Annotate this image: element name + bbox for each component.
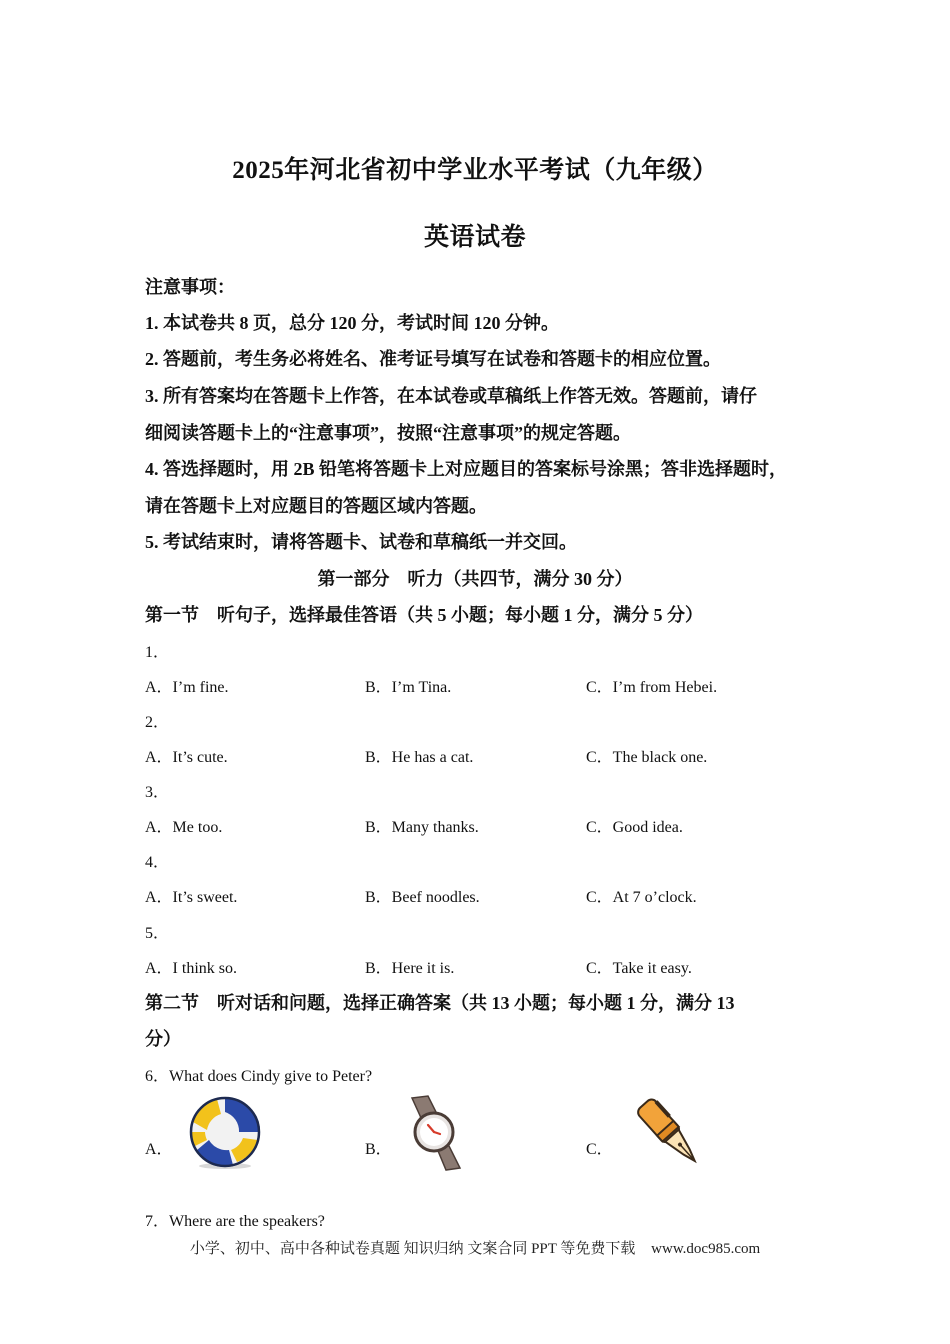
note-line-5: 4. 答选择题时，用 2B 铅笔将答题卡上对应题目的答案标号涂黑；答非选择题时， xyxy=(145,459,788,479)
option-a: A．It’s sweet. xyxy=(145,889,238,906)
question-number: 3． xyxy=(145,784,170,801)
option-b: B．Many thanks. xyxy=(365,819,479,836)
option-c: C．At 7 o’clock. xyxy=(586,889,697,906)
q6-option-b-label: B． xyxy=(365,1141,392,1158)
fountain-pen-icon xyxy=(628,1096,712,1168)
option-a: A．I’m fine. xyxy=(145,679,229,696)
question-6-text: 6．What does Cindy give to Peter? xyxy=(145,1068,373,1085)
watch-icon xyxy=(404,1094,464,1172)
option-b: B．He has a cat. xyxy=(365,749,474,766)
section2-heading-line1: 第二节 听对话和问题，选择正确答案（共 13 小题；每小题 1 分，满分 13 xyxy=(145,993,735,1013)
option-c: C．Take it easy. xyxy=(586,960,692,977)
part1-heading: 第一部分 听力（共四节，满分 30 分） xyxy=(317,569,633,589)
option-c: C．I’m from Hebei. xyxy=(586,679,718,696)
note-line-1: 1. 本试卷共 8 页，总分 120 分，考试时间 120 分钟。 xyxy=(145,313,559,333)
option-a: A．It’s cute. xyxy=(145,749,228,766)
note-line-7: 5. 考试结束时，请将答题卡、试卷和草稿纸一并交回。 xyxy=(145,532,577,552)
option-b: B．I’m Tina. xyxy=(365,679,452,696)
section2-heading-line2: 分） xyxy=(145,1029,181,1049)
note-line-2: 2. 答题前，考生务必将姓名、准考证号填写在试卷和答题卡的相应位置。 xyxy=(145,349,721,369)
footer-text: 小学、初中、高中各种试卷真题 知识归纳 文案合同 PPT 等免费下载 xyxy=(189,1241,636,1257)
option-b: B．Here it is. xyxy=(365,960,455,977)
note-line-6: 请在答题卡上对应题目的答题区域内答题。 xyxy=(145,496,487,516)
exam-subtitle: 英语试卷 xyxy=(423,224,526,251)
question-number: 4． xyxy=(145,854,170,871)
option-c: C．The black one. xyxy=(586,749,708,766)
q6-option-c-label: C． xyxy=(586,1141,613,1158)
page-footer xyxy=(0,1237,950,1258)
question-7-text: 7．Where are the speakers? xyxy=(145,1213,325,1230)
volleyball-icon xyxy=(187,1096,263,1170)
option-a: A．I think so. xyxy=(145,960,238,977)
option-c: C．Good idea. xyxy=(586,819,683,836)
question-number: 2． xyxy=(145,714,170,731)
note-line-3: 3. 所有答案均在答题卡上作答，在本试卷或草稿纸上作答无效。答题前，请仔 xyxy=(145,386,757,406)
section1-heading: 第一节 听句子，选择最佳答语（共 5 小题；每小题 1 分，满分 5 分） xyxy=(145,605,703,625)
exam-title: 2025年河北省初中学业水平考试（九年级） xyxy=(232,157,718,184)
footer-url: www.doc985.com xyxy=(651,1241,761,1257)
notes-heading: 注意事项： xyxy=(145,277,235,297)
question-number: 1． xyxy=(145,644,170,661)
option-a: A．Me too. xyxy=(145,819,223,836)
note-line-4: 细阅读答题卡上的“注意事项”，按照“注意事项”的规定答题。 xyxy=(145,423,631,443)
q6-option-a-label: A． xyxy=(145,1141,173,1158)
option-b: B．Beef noodles. xyxy=(365,889,480,906)
question-number: 5． xyxy=(145,925,170,942)
